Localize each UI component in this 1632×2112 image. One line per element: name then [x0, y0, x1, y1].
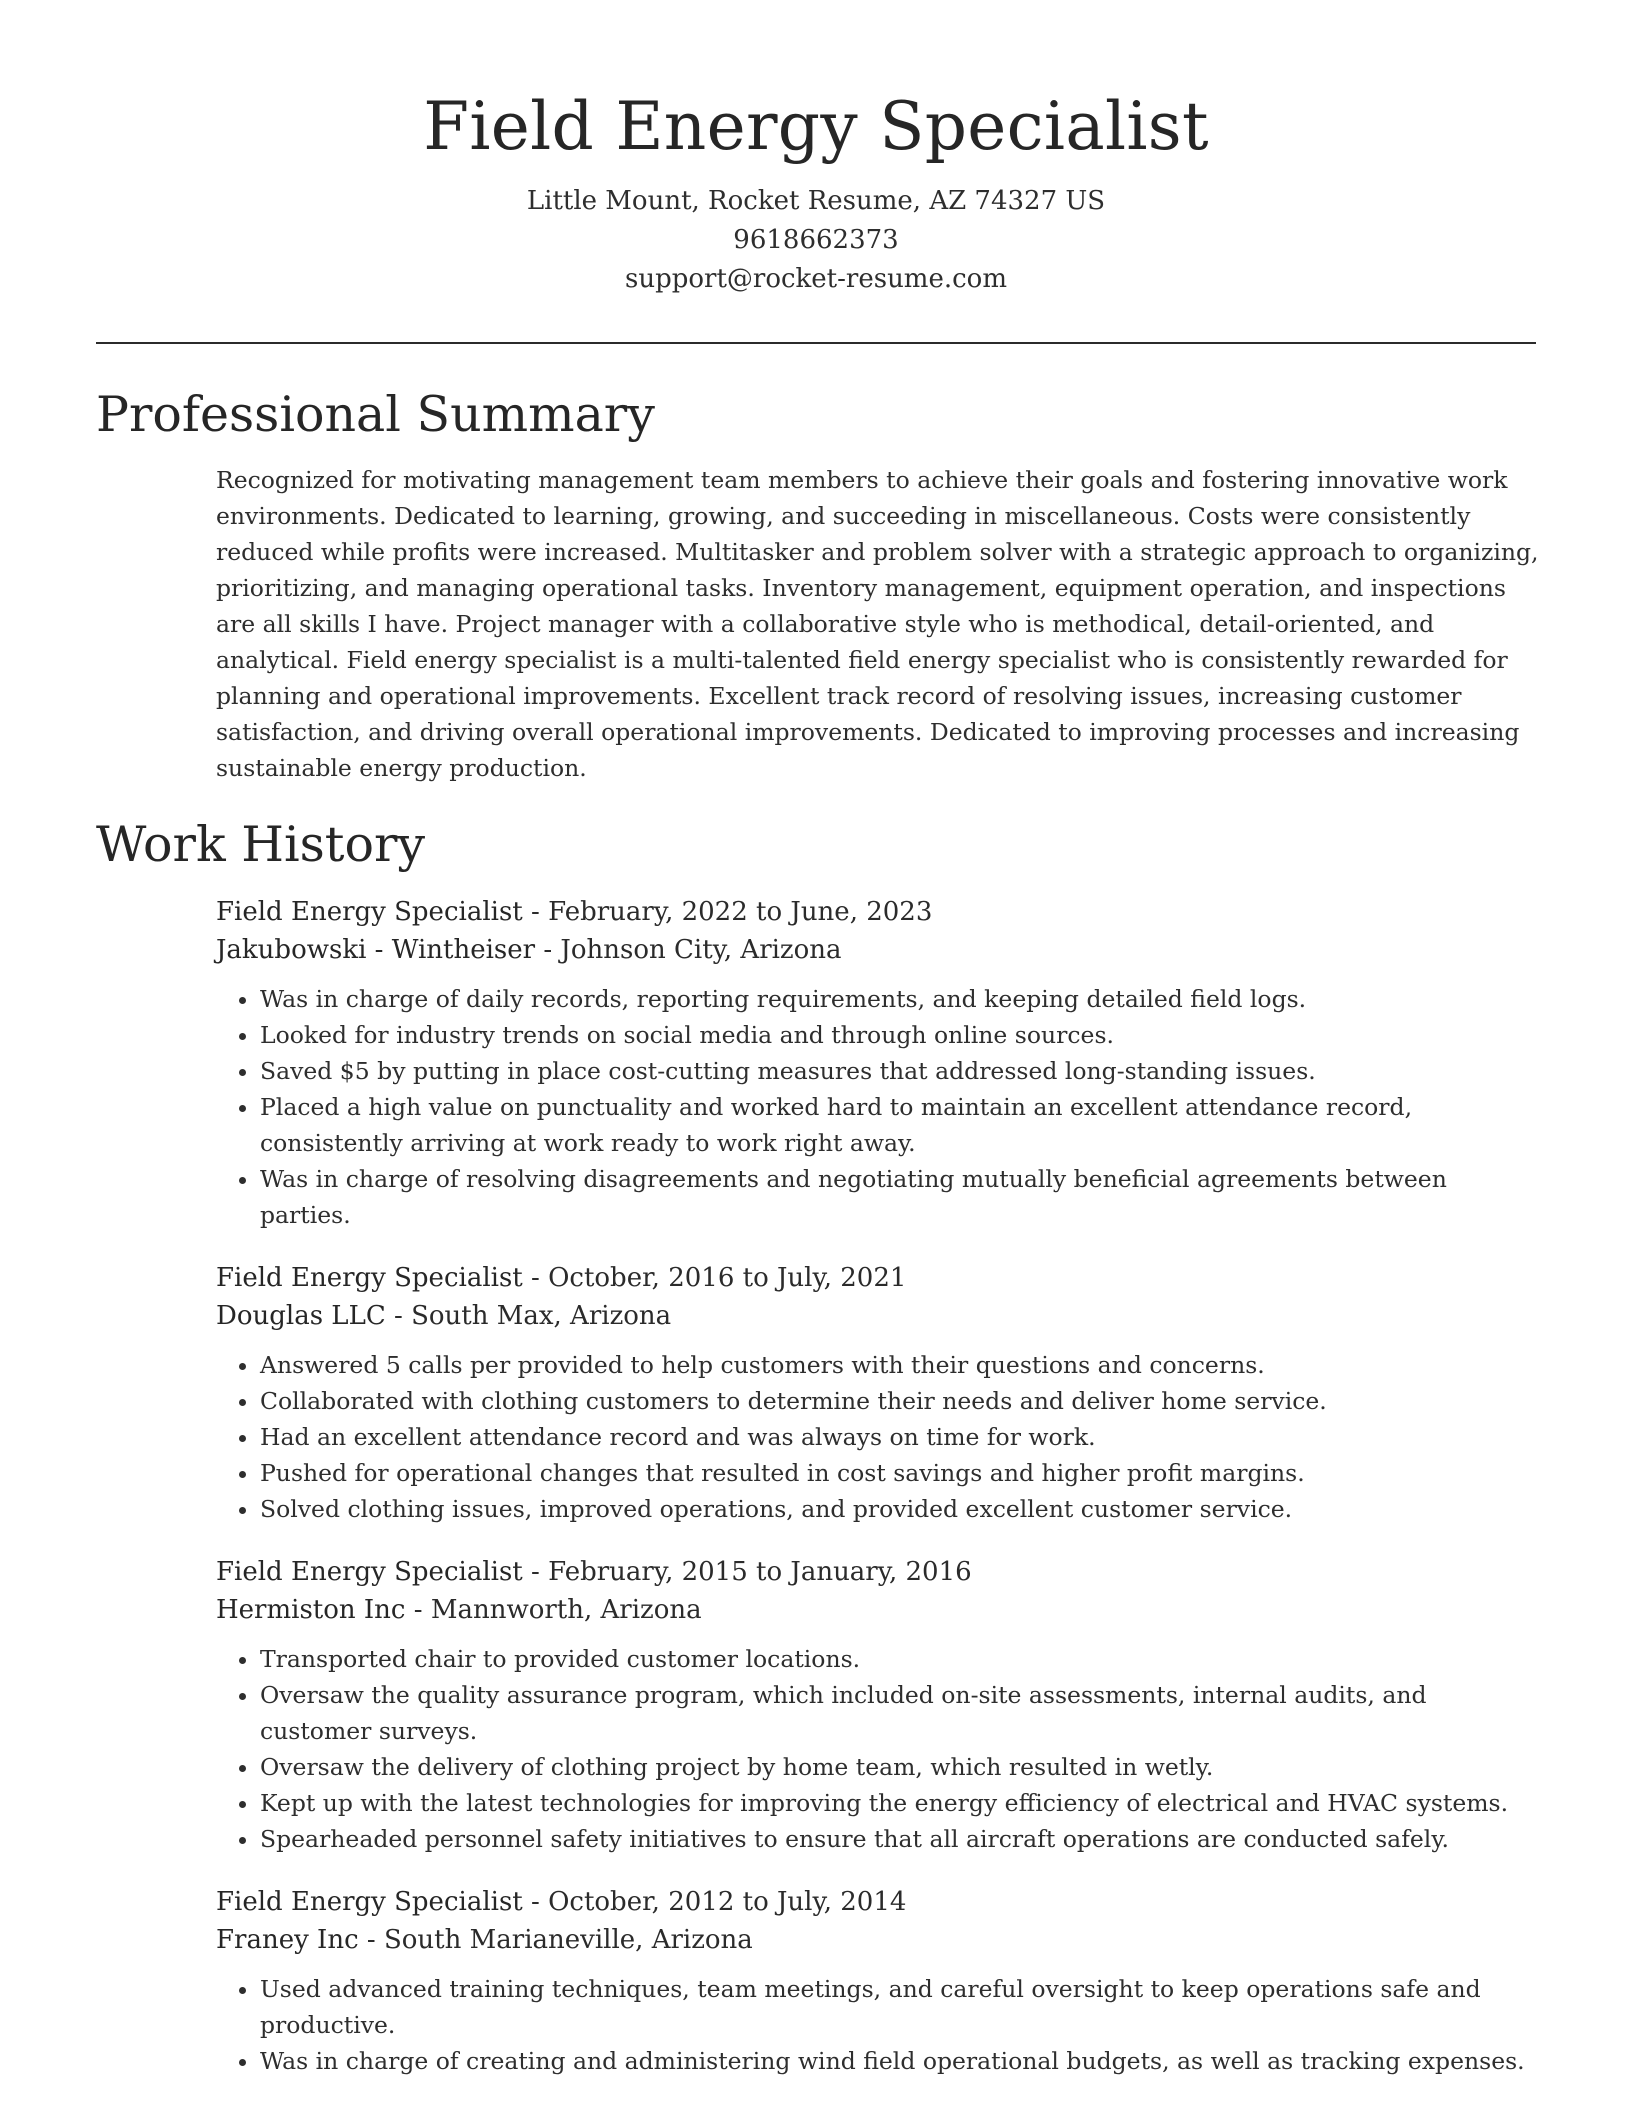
candidate-name: Field Energy Specialist [423, 88, 1209, 165]
job-company-line: Douglas LLC - South Max, Arizona [216, 1301, 672, 1331]
job-entry [216, 1259, 1541, 1527]
job-bullet: • Saved $5 by putting in place cost-cutting measures that addressed long-standing issues. [260, 1053, 1541, 1089]
job-title: Field Energy Specialist [216, 897, 523, 927]
job-bullet: • Transported chair to provided customer locations. [260, 1641, 1541, 1677]
job-entry [216, 1883, 1541, 2079]
job-company: Jakubowski - Wintheiser [216, 935, 536, 965]
email-text: support@rocket-resume.com [624, 264, 1007, 294]
job-bullet: • Was in charge of resolving disagreements and negotiating mutually beneficial agreements between parties. [260, 1161, 1541, 1233]
job-entry [216, 1553, 1541, 1857]
job-bullet: • Was in charge of daily records, reporting requirements, and keeping detailed field logs. [260, 981, 1541, 1017]
job-company-line: Franey Inc - South Marianeville, Arizona [216, 1925, 753, 1955]
summary-text: Recognized for motivating management team members to achieve their goals and fostering innovative work environments. Dedicated to learning, growing, and succeeding in miscellaneous. Costs were consistently reduced while profits were increased. Multitasker and problem solver with a strategic approach to organizing, prioritizing, and managing operational tasks. Inventory management, equipment operation, and inspections are all skills I have. Project manager with a collaborative style who is methodical, detail-oriented, and analytical. Field energy specialist is a multi-talented field energy specialist who is consistently rewarded for planning and operational improvements. Excellent track record of resolving issues, increasing customer satisfaction, and driving overall operational improvements. Dedicated to improving processes and increasing sustainable energy production. [216, 466, 1539, 782]
job-title-line: Field Energy Specialist - October, 2012 to July, 2014 [216, 1887, 907, 1917]
job-bullet-list [216, 1971, 1541, 2079]
job-title: Field Energy Specialist [216, 1557, 523, 1587]
job-company: Franey Inc [216, 1925, 359, 1955]
resume-header [96, 82, 1536, 299]
job-bullet: • Solved clothing issues, improved operations, and provided excellent customer service. [260, 1491, 1541, 1527]
job-bullet: • Oversaw the delivery of clothing project by home team, which resulted in wetly. [260, 1749, 1541, 1785]
job-bullet-list [216, 981, 1541, 1233]
job-company: Hermiston Inc [216, 1595, 406, 1625]
address-text: Little Mount, Rocket Resume, AZ 74327 US [526, 186, 1106, 216]
job-bullet: • Answered 5 calls per provided to help customers with their questions and concerns. [260, 1347, 1541, 1383]
job-company: Douglas LLC [216, 1301, 386, 1331]
summary-heading: Professional Summary [96, 386, 655, 443]
job-bullet: • Was in charge of creating and administering wind field operational budgets, as well as tracking expenses. [260, 2043, 1541, 2079]
phone-text: 9618662373 [733, 225, 899, 255]
header-divider [96, 342, 1536, 344]
job-bullet: • Oversaw the quality assurance program, which included on-site assessments, internal audits, and customer surveys. [260, 1677, 1541, 1749]
job-dates: February, 2022 to June, 2023 [548, 897, 933, 927]
work-history-list [216, 893, 1541, 2105]
job-bullet: • Spearheaded personnel safety initiatives to ensure that all aircraft operations are conducted safely. [260, 1821, 1541, 1857]
job-location: Johnson City, Arizona [560, 935, 842, 965]
job-dates: October, 2016 to July, 2021 [548, 1263, 907, 1293]
job-dates: October, 2012 to July, 2014 [548, 1887, 907, 1917]
job-title-line: Field Energy Specialist - February, 2015 to January, 2016 [216, 1557, 972, 1587]
job-company-line: Jakubowski - Wintheiser - Johnson City, Arizona [216, 935, 842, 965]
job-title-line: Field Energy Specialist - October, 2016 to July, 2021 [216, 1263, 907, 1293]
job-location: Mannworth, Arizona [430, 1595, 702, 1625]
job-title-line: Field Energy Specialist - February, 2022 to June, 2023 [216, 897, 933, 927]
job-bullet: • Collaborated with clothing customers to determine their needs and deliver home service. [260, 1383, 1541, 1419]
job-bullet: • Kept up with the latest technologies for improving the energy efficiency of electrical and HVAC systems. [260, 1785, 1541, 1821]
job-location: South Marianeville, Arizona [383, 1925, 753, 1955]
work-history-heading: Work History [96, 816, 426, 873]
job-bullet: • Had an excellent attendance record and was always on time for work. [260, 1419, 1541, 1455]
job-bullet: • Looked for industry trends on social media and through online sources. [260, 1017, 1541, 1053]
job-company-line: Hermiston Inc - Mannworth, Arizona [216, 1595, 702, 1625]
job-title: Field Energy Specialist [216, 1263, 523, 1293]
job-title: Field Energy Specialist [216, 1887, 523, 1917]
job-bullet: • Used advanced training techniques, team meetings, and careful oversight to keep operations safe and productive. [260, 1971, 1541, 2043]
job-bullet: • Placed a high value on punctuality and worked hard to maintain an excellent attendance record, consistently arriving at work ready to work right away. [260, 1089, 1541, 1161]
job-dates: February, 2015 to January, 2016 [548, 1557, 972, 1587]
job-entry [216, 893, 1541, 1233]
job-bullet-list [216, 1347, 1541, 1527]
job-bullet-list [216, 1641, 1541, 1857]
job-bullet: • Pushed for operational changes that resulted in cost savings and higher profit margins. [260, 1455, 1541, 1491]
contact-info [96, 182, 1536, 299]
job-location: South Max, Arizona [411, 1301, 672, 1331]
